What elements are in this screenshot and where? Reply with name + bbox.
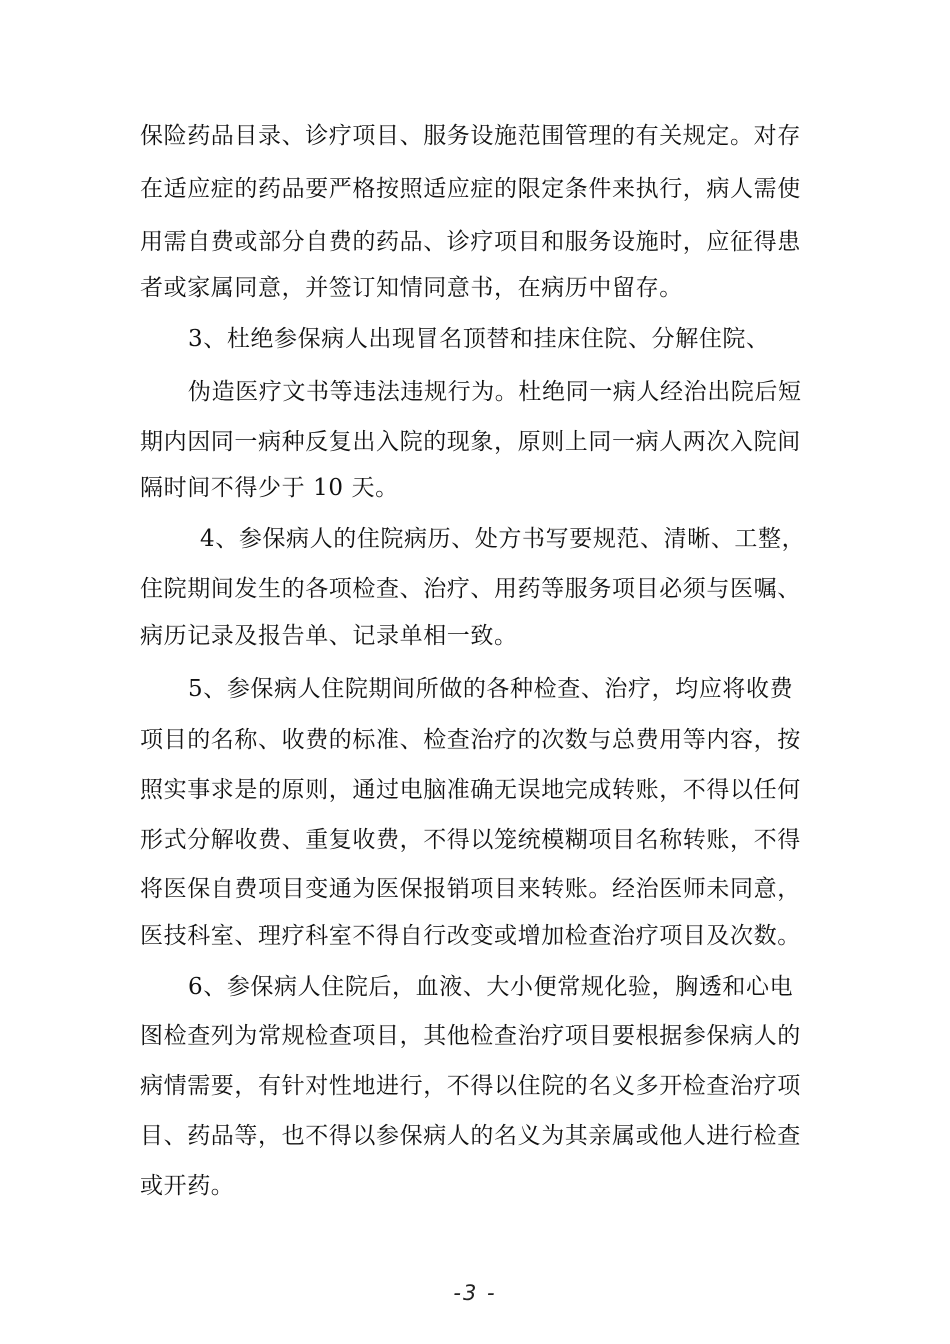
paragraph-3-line-1: 4、参保病人的住院病历、处方书写要规范、清晰、工整， <box>200 526 806 552</box>
paragraph-4-line-2: 项目的名称、收费的标准、检查治疗的次数与总费用等内容，按 <box>140 727 801 753</box>
paragraph-1-line-1: 保险药品目录、诊疗项目、服务设施范围管理的有关规定。对存 <box>140 123 801 149</box>
paragraph-3-line-3: 病历记录及报告单、记录单相一致。 <box>140 623 518 649</box>
paragraph-5-line-2: 图检查列为常规检查项目，其他检查治疗项目要根据参保病人的 <box>140 1023 801 1049</box>
paragraph-5-line-3: 病情需要，有针对性地进行，不得以住院的名义多开检查治疗项 <box>140 1073 801 1099</box>
paragraph-2-line-3: 期内因同一病种反复出入院的现象，原则上同一病人两次入院间 <box>140 429 801 455</box>
paragraph-4-line-4: 形式分解收费、重复收费，不得以笼统模糊项目名称转账，不得 <box>140 827 801 853</box>
page-number: -3 - <box>453 1281 497 1305</box>
paragraph-2-line-2: 伪造医疗文书等违法违规行为。杜绝同一病人经治出院后短 <box>188 379 802 405</box>
paragraph-1-line-2: 在适应症的药品要严格按照适应症的限定条件来执行，病人需使 <box>140 176 801 202</box>
paragraph-2-line-1: 3、杜绝参保病人出现冒名顶替和挂床住院、分解住院、 <box>188 326 770 352</box>
paragraph-5-line-4: 目、药品等，也不得以参保病人的名义为其亲属或他人进行检查 <box>140 1123 801 1149</box>
paragraph-4-line-3: 照实事求是的原则，通过电脑准确无误地完成转账，不得以任何 <box>140 777 801 803</box>
paragraph-5-line-5: 或开药。 <box>140 1173 235 1199</box>
paragraph-1-line-3: 用需自费或部分自费的药品、诊疗项目和服务设施时，应征得患 <box>140 229 801 255</box>
paragraph-3-line-2: 住院期间发生的各项检查、治疗、用药等服务项目必须与医嘱、 <box>140 576 801 602</box>
paragraph-4-line-5: 将医保自费项目变通为医保报销项目来转账。经治医师未同意， <box>140 876 801 902</box>
paragraph-4-line-1: 5、参保病人住院期间所做的各种检查、治疗，均应将收费 <box>188 676 794 702</box>
paragraph-5-line-1: 6、参保病人住院后，血液、大小便常规化验，胸透和心电 <box>188 974 794 1000</box>
paragraph-2-line-4: 隔时间不得少于 10 天。 <box>140 475 399 501</box>
paragraph-4-line-6: 医技科室、理疗科室不得自行改变或增加检查治疗项目及次数。 <box>140 923 801 949</box>
paragraph-1-line-4: 者或家属同意，并签订知情同意书，在病历中留存。 <box>140 275 683 301</box>
